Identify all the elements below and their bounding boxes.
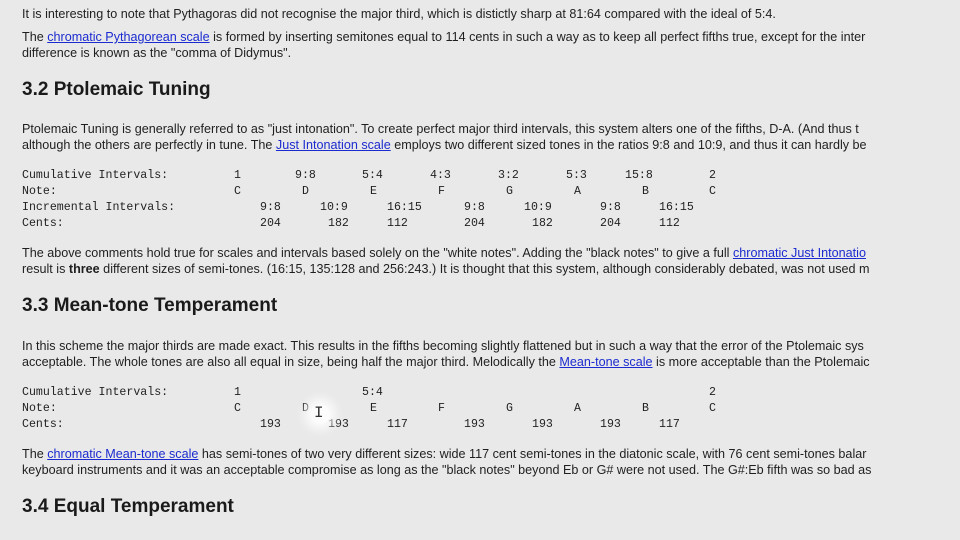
paragraph-chromatic-mean-tone — [22, 446, 866, 462]
note-cell: D — [302, 402, 309, 415]
label-cents: Cents: — [22, 418, 64, 431]
text: is formed by inserting semitones equal to 114 cents in such a way as to keep all perfect fifths true, except for the inter — [209, 30, 866, 44]
note-cell: F — [438, 402, 445, 415]
note-cell: C — [709, 402, 716, 415]
paragraph-ptolemaic-intro: Ptolemaic Tuning is generally referred to as "just intonation". To create perfect major third intervals, this system alters one of the fifths, D-A. (And thus t — [22, 122, 859, 136]
text-cursor-icon: I — [314, 404, 324, 422]
link-chromatic-just-intonation[interactable]: chromatic Just Intonatio — [732, 246, 866, 260]
cents-cell: 112 — [387, 217, 408, 230]
inc-interval-cell: 16:15 — [659, 201, 694, 214]
cents-cell: 112 — [659, 217, 680, 230]
cents-cell: 204 — [260, 217, 281, 230]
cents-cell: 193 — [464, 418, 485, 431]
note-cell: E — [370, 185, 377, 198]
paragraph-line — [22, 354, 870, 370]
cents-cell: 182 — [328, 217, 349, 230]
label-note: Note: — [22, 402, 57, 415]
cents-cell: 117 — [387, 418, 408, 431]
label-cumulative-intervals: Cumulative Intervals: — [22, 386, 169, 399]
inc-interval-cell: 16:15 — [387, 201, 422, 214]
text: has semi-tones of two very different sizes: wide 117 cent semi-tones in the diatonic scale, with 76 cent semi-tones balar — [198, 447, 867, 461]
cum-interval-cell: 5:4 — [362, 386, 383, 399]
cum-interval-cell: 5:4 — [362, 169, 383, 182]
cents-cell: 193 — [260, 418, 281, 431]
heading-mean-tone-temperament: 3.3 Mean-tone Temperament — [22, 295, 278, 316]
note-cell: G — [506, 185, 513, 198]
note-cell: A — [574, 185, 581, 198]
heading-ptolemaic-tuning: 3.2 Ptolemaic Tuning — [22, 79, 211, 100]
link-chromatic-mean-tone-scale[interactable]: chromatic Mean-tone scale — [47, 447, 199, 461]
text: The — [22, 447, 48, 461]
cum-interval-cell: 1 — [234, 386, 241, 399]
paragraph-line: keyboard instruments and it was an acceptable compromise as long as the "black notes" beyond Eb or G# were not used. The G#:Eb fifth was so bad as — [22, 463, 872, 477]
cents-cell: 193 — [600, 418, 621, 431]
cum-interval-cell: 15:8 — [625, 169, 653, 182]
paragraph-line: difference is known as the "comma of Didymus". — [22, 46, 292, 60]
label-cumulative-intervals: Cumulative Intervals: — [22, 169, 169, 182]
cents-cell: 182 — [532, 217, 553, 230]
note-cell: A — [574, 402, 581, 415]
cum-interval-cell: 5:3 — [566, 169, 587, 182]
text: result is — [22, 262, 69, 276]
text-bold: three — [68, 262, 100, 276]
paragraph-pythagoras-third: It is interesting to note that Pythagoras did not recognise the major third, which is distictly sharp at 81:64 compared with the ideal of 5:4. — [22, 7, 776, 21]
paragraph-line — [22, 137, 867, 153]
text: acceptable. The whole tones are also all equal in size, being half the major third. Melodically the — [22, 355, 560, 369]
cum-interval-cell: 2 — [709, 386, 716, 399]
cents-cell: 193 — [328, 418, 349, 431]
note-cell: B — [642, 402, 649, 415]
inc-interval-cell: 10:9 — [524, 201, 552, 214]
text: although the others are perfectly in tune. The — [22, 138, 276, 152]
cum-interval-cell: 4:3 — [430, 169, 451, 182]
note-cell: C — [234, 402, 241, 415]
text: different sizes of semi-tones. (16:15, 135:128 and 256:243.) It is thought that this system, although considerably debated, was not used m — [99, 262, 870, 276]
paragraph-black-notes — [22, 245, 866, 261]
label-note: Note: — [22, 185, 57, 198]
paragraph-mean-tone-intro: In this scheme the major thirds are made exact. This results in the fifths becoming slightly flattened but in such a way that the error of the Ptolemaic sys — [22, 339, 864, 353]
link-mean-tone-scale[interactable]: Mean-tone scale — [559, 355, 653, 369]
label-incremental-intervals: Incremental Intervals: — [22, 201, 176, 214]
cum-interval-cell: 1 — [234, 169, 241, 182]
text: is more acceptable than the Ptolemaic — [652, 355, 870, 369]
cents-cell: 117 — [659, 418, 680, 431]
cents-cell: 193 — [532, 418, 553, 431]
cents-cell: 204 — [464, 217, 485, 230]
paragraph-line — [22, 261, 870, 277]
inc-interval-cell: 9:8 — [600, 201, 621, 214]
text: The above comments hold true for scales and intervals based solely on the "white notes". Adding the "black notes" to give a full — [22, 246, 733, 260]
note-cell: F — [438, 185, 445, 198]
heading-equal-temperament: 3.4 Equal Temperament — [22, 496, 234, 517]
cum-interval-cell: 9:8 — [295, 169, 316, 182]
inc-interval-cell: 9:8 — [260, 201, 281, 214]
link-just-intonation-scale[interactable]: Just Intonation scale — [275, 138, 391, 152]
note-cell: G — [506, 402, 513, 415]
inc-interval-cell: 10:9 — [320, 201, 348, 214]
text: The — [22, 30, 48, 44]
cents-cell: 204 — [600, 217, 621, 230]
note-cell: C — [709, 185, 716, 198]
link-chromatic-pythagorean-scale[interactable]: chromatic Pythagorean scale — [47, 30, 210, 44]
note-cell: B — [642, 185, 649, 198]
cum-interval-cell: 2 — [709, 169, 716, 182]
text: employs two different sized tones in the ratios 9:8 and 10:9, and thus it can hardly be — [390, 138, 867, 152]
paragraph-chromatic-pythagorean — [22, 29, 865, 45]
inc-interval-cell: 9:8 — [464, 201, 485, 214]
note-cell: E — [370, 402, 377, 415]
label-cents: Cents: — [22, 217, 64, 230]
note-cell: D — [302, 185, 309, 198]
cum-interval-cell: 3:2 — [498, 169, 519, 182]
note-cell: C — [234, 185, 241, 198]
